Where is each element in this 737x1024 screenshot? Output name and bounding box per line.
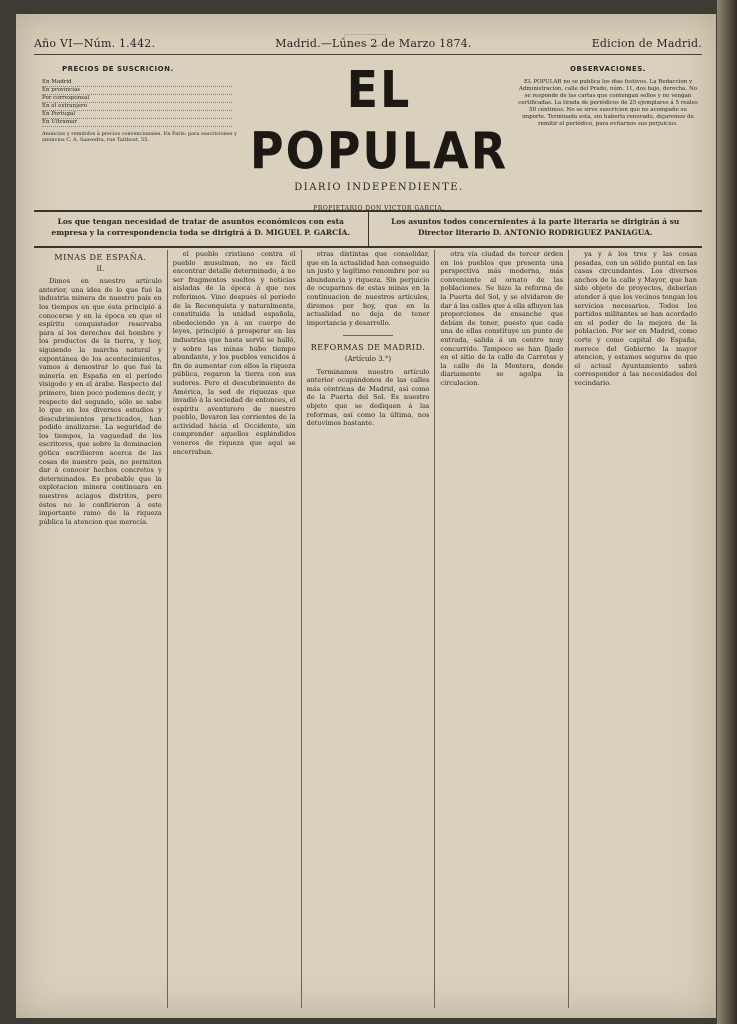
subscription-heading: PRECIOS DE SUSCRICION. [62,65,174,73]
notice-economic: Los que tengan necesidad de tratar de asuntos económicos con esta empresa y la correspondencia toda se dirigirá á D. MIGUEL P. GARCÍA. [51,217,351,237]
newspaper-page [16,14,716,1018]
subscription-row: En el extranjero [42,103,232,111]
notices-bar [34,210,702,248]
article-title: MINAS DE ESPAÑA. [54,253,147,262]
masthead [34,58,702,212]
column-1 [34,250,167,1008]
edition-label: Edicion de Madrid. [591,36,702,50]
column-4 [434,250,568,1008]
article-text: ya y á los tres y las cosas pesadas, con un sólido puntal en las casas circundantes. Los diversos anchos de la calle y Mayor, que han sido objeto de proyectos, deberían atender á que los vecinos tengan los servicios necesarios. Todos los partidos militantes se han acordado en el poder de la mejora de la poblacion. Por ser en Madrid, como corte y como capital de España, merece del Gobierno la mayor atencion, y estamos seguros de que el actual Ayuntamiento sabrá corresponder á las necesidades del vecindario. [574,250,697,387]
subscription-row: Por corresponsal [42,95,232,103]
subscription-row: En Ultramar [42,119,232,127]
article-text: Terminamos nuestro artículo anterior ocupándonos de las calles más céntricas de Madrid, así como de la Puerta del Sol. Es nuestro objeto que se dediquen á las reformas, así como la última, nos detuvimos bastante. [306,367,430,428]
page-edge [717,0,737,1024]
dateline: Madrid.—Lúnes 2 de Marzo 1874. [275,36,472,50]
owner-line: PROPIETARIO DON VICTOR GARCIA. [313,205,445,212]
observations-box [518,66,698,128]
article-part: (Artículo 3.°) [344,354,392,363]
title-block [249,59,509,212]
notice-literary: Los asuntos todos concernientes á la parte literaria se dirigirán á su Director literario D. ANTONIO RODRIGUEZ PANIAGUA. [368,212,703,246]
subscription-row: En Madrid [42,79,232,87]
subscription-box [42,66,242,143]
article-part: II. [96,264,105,273]
divider [343,335,392,336]
observations-text: EL POPULAR no se publica los dias festivos. La Redaccion y Administracion, calle del Prado, núm. 11, dos bajo, derecha. No se responde de las cartas que contengan sellos y no vengan certificadas. La tirada de periódicos de 25 ejemplares á 5 reales 50 céntimos. No se sirve suscricion que no acompañe su importe. Terminada esta, sin haberla renovado, dejaremos de remitir el periódico, para evitarnos sus perjuicios. [518,79,698,127]
column-2 [167,250,301,1008]
library-stamp [344,34,386,46]
article-text: Dimos en nuestro artículo anterior, una idea de lo que fué la industria minera de nuestro país en los tiempos en que ésta principió á conocerse y en la época en que el espíritu conquistador reservaba para sí los derechos del hombre y los productos de la tierra, y hoy, siguiendo la marcha natural y expontánea de los acontecimientos, vamos á demostrar lo que fué la minería en España en el período visigodo y en el árabe. Respecto del primero, bien poco podemos decir, y respecto del segundo, sólo se sabe lo que en los diversos estudios y descubrimientos practicados, han podido analizarse. La seguridad de los tiempos, la vaguedad de los escritores, que sobre la dominacion gótica escribieron acerca de las cosas de nuestro país, no permiten dar á conocer hechos concretos y determinados. Es probable que la explotacion minera continuara en nuestros aciagos distritos, pero éstos no le confirieron á este importante ramo de la riqueza pública la atencion que merecía. [39,277,162,526]
issue-number: Año VI—Núm. 1.442. [34,36,156,50]
newspaper-subtitle: DIARIO INDEPENDIENTE. [294,182,464,193]
article-columns [34,250,702,1008]
article-text: el pueblo cristiano contra el pueblo musulman, no es fácil encontrar detalle determinado, á no ser fragmentos sueltos y noticias aisladas de la época á que nos referimos. Vino despues el período de la Reconquista y naturalmente, constituida la unidad española, obedeciendo ya á un cuerpo de leyes, principió á prosperar en las industrias que hasta servil se halló, y sobre las minas hubo tiempo abundante, y los pueblos vencidos á fin de aumentar con ellos la riqueza pública, regaron la tierra con sus sudores. Pero el descubrimiento de América, la sed de riquezas que invadió á la sociedad de entonces, el espíritu aventurero de nuestro pueblo, llevaron las corrientes de la actividad hácia el Occidente, sin comprender aquellos espléndidos veneros de riqueza que aquí se encerraban. [172,250,296,456]
subscription-note: Anuncios y remitidos á precios convencionales. En París: para suscriciones y anuncios C. A. Saavedra, rue Taitbout, 55. [42,131,237,143]
article-text: otra vía ciudad de tercer órden en los pueblos que presenta una perspectiva más moderna, más conveniente al ornato de las poblaciones. Se hizo la reforma de la Puerta del Sol, y se olvidaron de dar á las calles que á ella afluyen las proporciones de ensanche que debían de tener, puesto que cada una de ellas constituye un punto de entrada, salida á un centro muy concurrido. Tampoco se han fijado en el sitio de la calle de Carretas y la calle de la Montera, donde diariamente se agolpa la circulacion. [440,250,564,387]
observations-heading: OBSERVACIONES. [570,65,646,73]
column-5 [568,250,702,1008]
column-3 [301,250,435,1008]
article-title: REFORMAS DE MADRID. [310,343,426,353]
subscription-row: En Portugal [42,111,232,119]
subscription-row: En provincias [42,87,232,95]
newspaper-title: EL POPULAR [249,59,509,181]
article-text: otras distintas que consolidar, que en la actualidad han conseguido un justo y legítimo renombre por su abundancia y riqueza. Sin perjuicio de ocuparnos de estas minas en la continuacion de nuestros artículos, diremos por hoy, que en la actualidad no deja de tener importancia y desarrollo. [306,250,430,327]
